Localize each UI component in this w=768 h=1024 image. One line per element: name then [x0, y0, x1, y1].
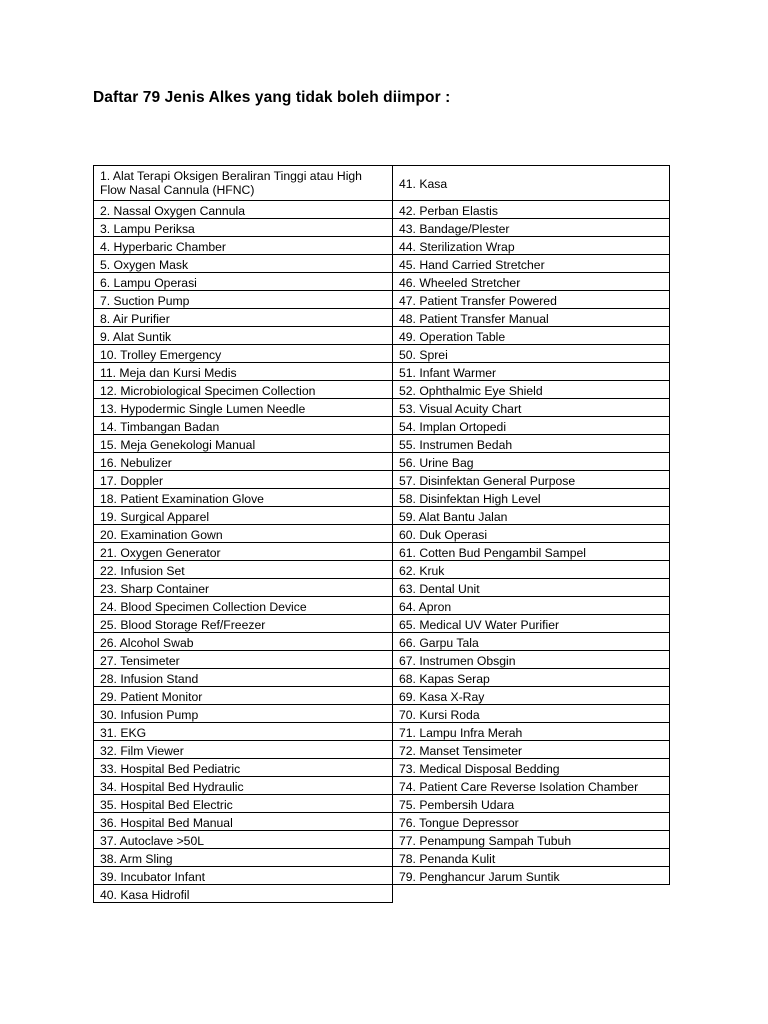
table-row	[94, 345, 670, 363]
table-cell-right: 46. Wheeled Stretcher	[393, 273, 670, 291]
table-cell-right: 62. Kruk	[393, 561, 670, 579]
table-row	[94, 651, 670, 669]
table-row	[94, 327, 670, 345]
table-cell-left: 33. Hospital Bed Pediatric	[94, 759, 393, 777]
table-row	[94, 435, 670, 453]
table-row	[94, 759, 670, 777]
table-cell-left: 38. Arm Sling	[94, 849, 393, 867]
table-cell-left: 4. Hyperbaric Chamber	[94, 237, 393, 255]
table-cell-left: 32. Film Viewer	[94, 741, 393, 759]
table-cell-right: 76. Tongue Depressor	[393, 813, 670, 831]
table-cell-right: 52. Ophthalmic Eye Shield	[393, 381, 670, 399]
table-row	[94, 471, 670, 489]
table-cell-right: 66. Garpu Tala	[393, 633, 670, 651]
table-cell-right: 78. Penanda Kulit	[393, 849, 670, 867]
table-row	[94, 885, 670, 903]
table-cell-right: 59. Alat Bantu Jalan	[393, 507, 670, 525]
table-row	[94, 741, 670, 759]
table-row	[94, 255, 670, 273]
table-cell-left: 18. Patient Examination Glove	[94, 489, 393, 507]
table-row	[94, 579, 670, 597]
table-cell-right: 54. Implan Ortopedi	[393, 417, 670, 435]
table-cell-left: 1. Alat Terapi Oksigen Beraliran Tinggi atau High Flow Nasal Cannula (HFNC)	[94, 166, 393, 201]
table-cell-left: 9. Alat Suntik	[94, 327, 393, 345]
table-row	[94, 525, 670, 543]
table-cell-right: 57. Disinfektan General Purpose	[393, 471, 670, 489]
table-cell-left: 2. Nassal Oxygen Cannula	[94, 201, 393, 219]
table-row	[94, 166, 670, 201]
alkes-table-body	[94, 166, 670, 903]
table-cell-right: 68. Kapas Serap	[393, 669, 670, 687]
table-row	[94, 381, 670, 399]
table-row	[94, 813, 670, 831]
table-cell-left: 31. EKG	[94, 723, 393, 741]
table-cell-left: 37. Autoclave >50L	[94, 831, 393, 849]
table-cell-left: 17. Doppler	[94, 471, 393, 489]
table-cell-right: 63. Dental Unit	[393, 579, 670, 597]
table-cell-right: 67. Instrumen Obsgin	[393, 651, 670, 669]
table-row	[94, 489, 670, 507]
table-cell-right: 71. Lampu Infra Merah	[393, 723, 670, 741]
table-cell-left: 5. Oxygen Mask	[94, 255, 393, 273]
table-cell-right: 64. Apron	[393, 597, 670, 615]
table-row	[94, 849, 670, 867]
table-cell-left: 28. Infusion Stand	[94, 669, 393, 687]
table-cell-left: 12. Microbiological Specimen Collection	[94, 381, 393, 399]
table-cell-left: 8. Air Purifier	[94, 309, 393, 327]
table-cell-left: 3. Lampu Periksa	[94, 219, 393, 237]
table-cell-left: 14. Timbangan Badan	[94, 417, 393, 435]
table-cell-left: 11. Meja dan Kursi Medis	[94, 363, 393, 381]
table-cell-right: 70. Kursi Roda	[393, 705, 670, 723]
table-row	[94, 633, 670, 651]
table-row	[94, 237, 670, 255]
page-title: Daftar 79 Jenis Alkes yang tidak boleh diimpor :	[93, 89, 451, 106]
table-row	[94, 363, 670, 381]
table-cell-right: 60. Duk Operasi	[393, 525, 670, 543]
table-cell-right: 75. Pembersih Udara	[393, 795, 670, 813]
table-row	[94, 417, 670, 435]
table-cell-right: 41. Kasa	[393, 166, 670, 201]
table-cell-right: 42. Perban Elastis	[393, 201, 670, 219]
table-row	[94, 831, 670, 849]
table-row	[94, 795, 670, 813]
table-cell-left: 22. Infusion Set	[94, 561, 393, 579]
table-row	[94, 561, 670, 579]
table-cell-right: 51. Infant Warmer	[393, 363, 670, 381]
table-cell-right: 58. Disinfektan High Level	[393, 489, 670, 507]
table-row	[94, 687, 670, 705]
table-cell-right: 69. Kasa X-Ray	[393, 687, 670, 705]
table-cell-right: 50. Sprei	[393, 345, 670, 363]
table-cell-left: 30. Infusion Pump	[94, 705, 393, 723]
table-cell-right: 56. Urine Bag	[393, 453, 670, 471]
table-row	[94, 453, 670, 471]
table-cell-left: 40. Kasa Hidrofil	[94, 885, 393, 903]
table-row	[94, 291, 670, 309]
table-cell-left: 16. Nebulizer	[94, 453, 393, 471]
table-cell-right: 65. Medical UV Water Purifier	[393, 615, 670, 633]
table-cell-right: 73. Medical Disposal Bedding	[393, 759, 670, 777]
table-cell-right: 61. Cotten Bud Pengambil Sampel	[393, 543, 670, 561]
table-cell-left: 35. Hospital Bed Electric	[94, 795, 393, 813]
table-cell-left: 34. Hospital Bed Hydraulic	[94, 777, 393, 795]
table-cell-left: 21. Oxygen Generator	[94, 543, 393, 561]
table-cell-right	[393, 885, 670, 903]
table-row	[94, 201, 670, 219]
table-cell-left: 26. Alcohol Swab	[94, 633, 393, 651]
table-cell-right: 79. Penghancur Jarum Suntik	[393, 867, 670, 885]
table-cell-left: 27. Tensimeter	[94, 651, 393, 669]
alkes-table	[93, 165, 670, 903]
table-cell-right: 77. Penampung Sampah Tubuh	[393, 831, 670, 849]
table-cell-left: 23. Sharp Container	[94, 579, 393, 597]
table-row	[94, 507, 670, 525]
table-row	[94, 273, 670, 291]
table-cell-right: 43. Bandage/Plester	[393, 219, 670, 237]
table-cell-left: 29. Patient Monitor	[94, 687, 393, 705]
table-cell-left: 20. Examination Gown	[94, 525, 393, 543]
table-row	[94, 777, 670, 795]
table-cell-left: 6. Lampu Operasi	[94, 273, 393, 291]
table-cell-left: 25. Blood Storage Ref/Freezer	[94, 615, 393, 633]
table-cell-right: 74. Patient Care Reverse Isolation Chamber	[393, 777, 670, 795]
table-cell-right: 44. Sterilization Wrap	[393, 237, 670, 255]
table-cell-left: 24. Blood Specimen Collection Device	[94, 597, 393, 615]
table-cell-right: 47. Patient Transfer Powered	[393, 291, 670, 309]
table-cell-left: 7. Suction Pump	[94, 291, 393, 309]
table-row	[94, 399, 670, 417]
table-row	[94, 615, 670, 633]
table-row	[94, 867, 670, 885]
table-cell-left: 36. Hospital Bed Manual	[94, 813, 393, 831]
table-row	[94, 669, 670, 687]
table-row	[94, 705, 670, 723]
table-cell-right: 48. Patient Transfer Manual	[393, 309, 670, 327]
table-cell-right: 72. Manset Tensimeter	[393, 741, 670, 759]
table-cell-right: 49. Operation Table	[393, 327, 670, 345]
table-row	[94, 543, 670, 561]
table-cell-right: 45. Hand Carried Stretcher	[393, 255, 670, 273]
table-cell-right: 53. Visual Acuity Chart	[393, 399, 670, 417]
table-cell-left: 39. Incubator Infant	[94, 867, 393, 885]
table-cell-left: 13. Hypodermic Single Lumen Needle	[94, 399, 393, 417]
table-cell-left: 19. Surgical Apparel	[94, 507, 393, 525]
table-row	[94, 723, 670, 741]
table-row	[94, 309, 670, 327]
table-row	[94, 597, 670, 615]
table-row	[94, 219, 670, 237]
table-cell-right: 55. Instrumen Bedah	[393, 435, 670, 453]
table-cell-left: 10. Trolley Emergency	[94, 345, 393, 363]
table-cell-left: 15. Meja Genekologi Manual	[94, 435, 393, 453]
